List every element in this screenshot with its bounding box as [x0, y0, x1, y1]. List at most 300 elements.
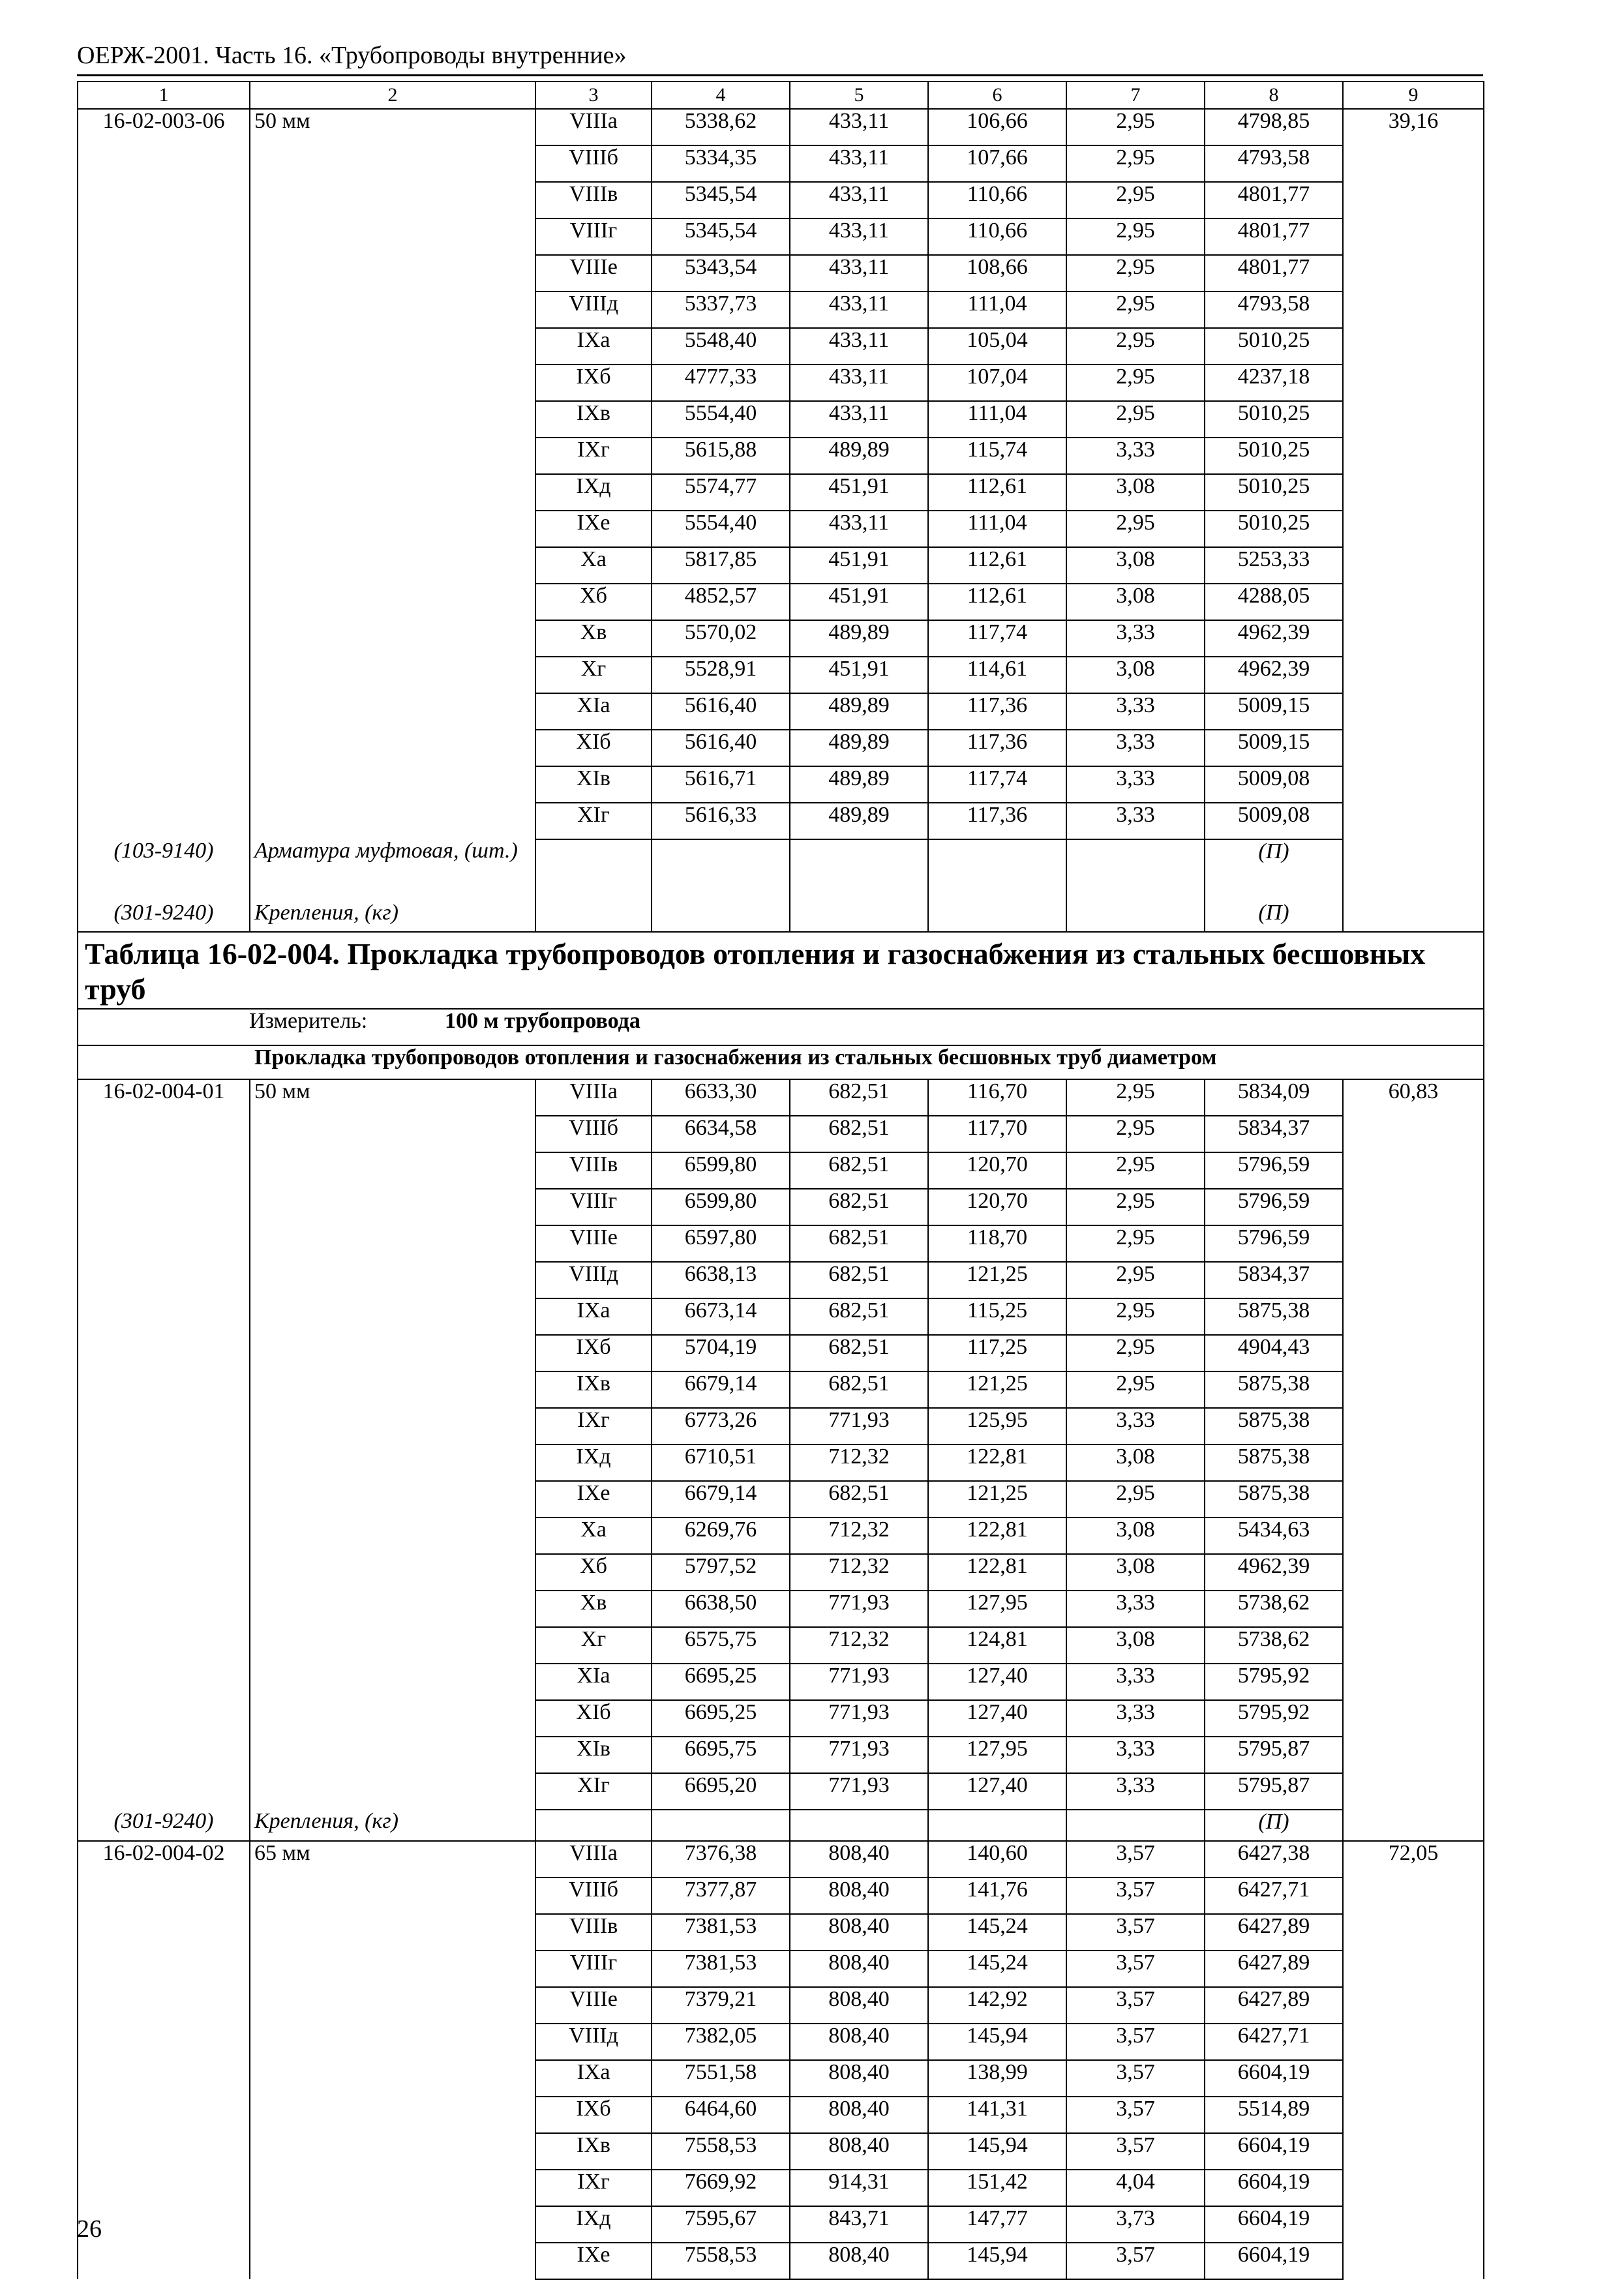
zone-cell: VIIIг: [535, 1189, 652, 1225]
value-cell: 3,57: [1066, 2133, 1205, 2170]
value-cell: 808,40: [790, 2060, 928, 2097]
value-cell: 3,57: [1066, 1914, 1205, 1951]
value-cell: 5010,25: [1205, 474, 1343, 511]
value-cell: 2,95: [1066, 292, 1205, 328]
value-cell: 5345,54: [652, 218, 790, 255]
rate-code-cell: 16-02-003-06: [78, 109, 250, 839]
value-cell: 2,95: [1066, 1189, 1205, 1225]
empty-cell: [535, 839, 652, 901]
resource-code-cell: (301-9240): [78, 1810, 250, 1841]
empty-cell: [652, 839, 790, 901]
value-cell: 5434,63: [1205, 1518, 1343, 1554]
value-cell: 6604,19: [1205, 2133, 1343, 2170]
value-cell: 3,73: [1066, 2206, 1205, 2243]
value-cell: 489,89: [790, 766, 928, 803]
value-cell: 3,33: [1066, 803, 1205, 839]
empty-cell: [652, 1810, 790, 1841]
value-cell: 106,66: [928, 109, 1066, 145]
zone-cell: VIIIе: [535, 1225, 652, 1262]
rate-code-cell: 16-02-004-01: [78, 1079, 250, 1810]
meter-row: [78, 1009, 1484, 1045]
value-cell: 843,71: [790, 2206, 928, 2243]
value-cell: 433,11: [790, 145, 928, 182]
value-cell: 3,33: [1066, 620, 1205, 657]
value-cell: 5795,87: [1205, 1773, 1343, 1810]
value-cell: 682,51: [790, 1481, 928, 1518]
value-cell: 808,40: [790, 1878, 928, 1914]
value-cell: 6597,80: [652, 1225, 790, 1262]
zone-cell: Xа: [535, 1518, 652, 1554]
value-cell: 114,61: [928, 657, 1066, 693]
value-cell: 3,33: [1066, 1737, 1205, 1773]
value-cell: 5343,54: [652, 255, 790, 292]
zone-cell: XIб: [535, 1700, 652, 1737]
value-cell: 147,77: [928, 2206, 1066, 2243]
value-cell: 107,66: [928, 145, 1066, 182]
zone-cell: IXд: [535, 2206, 652, 2243]
value-cell: 145,94: [928, 2133, 1066, 2170]
diameter-cell: 50 мм: [250, 1079, 535, 1810]
value-cell: 117,36: [928, 730, 1066, 766]
value-cell: 2,95: [1066, 365, 1205, 401]
value-cell: 120,70: [928, 1152, 1066, 1189]
zone-cell: VIIIб: [535, 145, 652, 182]
value-cell: 771,93: [790, 1408, 928, 1444]
zone-cell: VIIIг: [535, 218, 652, 255]
value-cell: 140,60: [928, 1841, 1066, 1878]
value-cell: 145,94: [928, 2243, 1066, 2279]
value-cell: 2,95: [1066, 511, 1205, 547]
value-cell: 5514,89: [1205, 2097, 1343, 2133]
zone-cell: VIIIа: [535, 1079, 652, 1116]
zone-cell: XIа: [535, 1664, 652, 1700]
resource-unit-cell: (П): [1205, 839, 1343, 901]
zone-cell: IXа: [535, 2060, 652, 2097]
resource-name-cell: Крепления, (кг): [250, 901, 535, 932]
value-cell: 138,99: [928, 2060, 1066, 2097]
table-row: [78, 1841, 1484, 1878]
value-cell: 5010,25: [1205, 438, 1343, 474]
value-cell: 5009,08: [1205, 803, 1343, 839]
value-cell: 117,70: [928, 1116, 1066, 1152]
value-cell: 682,51: [790, 1335, 928, 1371]
value-cell: 6673,14: [652, 1298, 790, 1335]
column-number-cell: 2: [250, 82, 535, 109]
value-cell: 117,25: [928, 1335, 1066, 1371]
value-cell: 120,70: [928, 1189, 1066, 1225]
value-cell: 6604,19: [1205, 2170, 1343, 2206]
value-cell: 712,32: [790, 1518, 928, 1554]
value-cell: 3,08: [1066, 1518, 1205, 1554]
value-cell: 7595,67: [652, 2206, 790, 2243]
zone-cell: VIIIг: [535, 1951, 652, 1987]
zone-cell: VIIIд: [535, 2024, 652, 2060]
zone-cell: Xг: [535, 657, 652, 693]
resource-unit-cell: (П): [1205, 1810, 1343, 1841]
empty-cell: [1066, 839, 1205, 901]
value-cell: 5875,38: [1205, 1481, 1343, 1518]
value-cell: 5334,35: [652, 145, 790, 182]
value-cell: 122,81: [928, 1444, 1066, 1481]
value-cell: 6427,71: [1205, 2024, 1343, 2060]
zone-cell: IXв: [535, 2133, 652, 2170]
page-number: 26: [77, 2215, 102, 2243]
value-cell: 6634,58: [652, 1116, 790, 1152]
value-cell: 433,11: [790, 365, 928, 401]
col9-value-cell: 39,16: [1343, 109, 1484, 932]
value-cell: 5338,62: [652, 109, 790, 145]
value-cell: 3,57: [1066, 2097, 1205, 2133]
column-number-row: [78, 82, 1484, 109]
value-cell: 2,95: [1066, 401, 1205, 438]
value-cell: 2,95: [1066, 1079, 1205, 1116]
zone-cell: Xб: [535, 584, 652, 620]
resource-unit-cell: (П): [1205, 901, 1343, 932]
column-number-cell: 4: [652, 82, 790, 109]
value-cell: 6679,14: [652, 1481, 790, 1518]
zone-cell: IXг: [535, 438, 652, 474]
value-cell: 5834,37: [1205, 1262, 1343, 1298]
value-cell: 4777,33: [652, 365, 790, 401]
value-cell: 771,93: [790, 1591, 928, 1627]
value-cell: 2,95: [1066, 218, 1205, 255]
value-cell: 3,57: [1066, 2243, 1205, 2279]
empty-cell: [652, 901, 790, 932]
value-cell: 712,32: [790, 1627, 928, 1664]
value-cell: 3,08: [1066, 547, 1205, 584]
resource-row: [78, 1810, 1484, 1841]
value-cell: 6604,19: [1205, 2243, 1343, 2279]
value-cell: 489,89: [790, 803, 928, 839]
value-cell: 5738,62: [1205, 1627, 1343, 1664]
value-cell: 433,11: [790, 401, 928, 438]
value-cell: 125,95: [928, 1408, 1066, 1444]
value-cell: 5010,25: [1205, 401, 1343, 438]
page-header-title: ОЕРЖ-2001. Часть 16. «Трубопроводы внутренние»: [77, 42, 627, 69]
value-cell: 2,95: [1066, 1335, 1205, 1371]
value-cell: 5548,40: [652, 328, 790, 365]
value-cell: 7551,58: [652, 2060, 790, 2097]
value-cell: 5817,85: [652, 547, 790, 584]
value-cell: 451,91: [790, 474, 928, 511]
zone-cell: VIIIв: [535, 1152, 652, 1189]
value-cell: 4237,18: [1205, 365, 1343, 401]
value-cell: 771,93: [790, 1773, 928, 1810]
value-cell: 433,11: [790, 109, 928, 145]
value-cell: 433,11: [790, 255, 928, 292]
value-cell: 3,33: [1066, 1773, 1205, 1810]
value-cell: 5574,77: [652, 474, 790, 511]
value-cell: 2,95: [1066, 182, 1205, 218]
empty-cell: [535, 1810, 652, 1841]
value-cell: 117,74: [928, 766, 1066, 803]
zone-cell: IXб: [535, 365, 652, 401]
zone-cell: IXа: [535, 328, 652, 365]
diameter-cell: 65 мм: [250, 1841, 535, 2279]
zone-cell: XIв: [535, 766, 652, 803]
value-cell: 3,57: [1066, 1987, 1205, 2024]
value-cell: 5875,38: [1205, 1371, 1343, 1408]
value-cell: 4793,58: [1205, 292, 1343, 328]
value-cell: 6427,89: [1205, 1951, 1343, 1987]
value-cell: 6427,89: [1205, 1987, 1343, 2024]
value-cell: 108,66: [928, 255, 1066, 292]
value-cell: 682,51: [790, 1262, 928, 1298]
value-cell: 771,93: [790, 1664, 928, 1700]
value-cell: 5834,09: [1205, 1079, 1343, 1116]
zone-cell: VIIIд: [535, 1262, 652, 1298]
value-cell: 2,95: [1066, 145, 1205, 182]
zone-cell: IXа: [535, 1298, 652, 1335]
value-cell: 116,70: [928, 1079, 1066, 1116]
value-cell: 4962,39: [1205, 1554, 1343, 1591]
value-cell: 111,04: [928, 511, 1066, 547]
value-cell: 5009,15: [1205, 693, 1343, 730]
value-cell: 3,33: [1066, 730, 1205, 766]
zone-cell: Xа: [535, 547, 652, 584]
value-cell: 112,61: [928, 584, 1066, 620]
value-cell: 142,92: [928, 1987, 1066, 2024]
value-cell: 7382,05: [652, 2024, 790, 2060]
value-cell: 3,08: [1066, 474, 1205, 511]
zone-cell: IXв: [535, 1371, 652, 1408]
value-cell: 3,33: [1066, 766, 1205, 803]
value-cell: 712,32: [790, 1444, 928, 1481]
zone-cell: VIIIа: [535, 1841, 652, 1878]
value-cell: 7381,53: [652, 1951, 790, 1987]
col9-value-cell: 72,05: [1343, 1841, 1484, 2279]
value-cell: 6599,80: [652, 1189, 790, 1225]
zone-cell: IXб: [535, 2097, 652, 2133]
value-cell: 6695,75: [652, 1737, 790, 1773]
zone-cell: VIIIе: [535, 1987, 652, 2024]
value-cell: 145,24: [928, 1951, 1066, 1987]
column-number-cell: 5: [790, 82, 928, 109]
value-cell: 6695,25: [652, 1700, 790, 1737]
value-cell: 5337,73: [652, 292, 790, 328]
value-cell: 5738,62: [1205, 1591, 1343, 1627]
value-cell: 115,74: [928, 438, 1066, 474]
value-cell: 117,74: [928, 620, 1066, 657]
value-cell: 110,66: [928, 182, 1066, 218]
value-cell: 451,91: [790, 584, 928, 620]
value-cell: 4798,85: [1205, 109, 1343, 145]
empty-cell: [928, 1810, 1066, 1841]
value-cell: 5834,37: [1205, 1116, 1343, 1152]
value-cell: 682,51: [790, 1371, 928, 1408]
meter-label: Измеритель:: [249, 1009, 368, 1033]
value-cell: 433,11: [790, 511, 928, 547]
value-cell: 5795,87: [1205, 1737, 1343, 1773]
column-number-cell: 9: [1343, 82, 1484, 109]
table-title: Таблица 16-02-004. Прокладка трубопроводов отопления и газоснабжения из стальных бесшовных труб: [78, 932, 1484, 1009]
value-cell: 7377,87: [652, 1878, 790, 1914]
zone-cell: XIа: [535, 693, 652, 730]
value-cell: 808,40: [790, 2024, 928, 2060]
value-cell: 2,95: [1066, 1225, 1205, 1262]
value-cell: 3,57: [1066, 2060, 1205, 2097]
rates-table: [77, 81, 1484, 2280]
resource-name-cell: Арматура муфтовая, (шт.): [250, 839, 535, 901]
value-cell: 6604,19: [1205, 2206, 1343, 2243]
zone-cell: Xг: [535, 1627, 652, 1664]
zone-cell: IXд: [535, 474, 652, 511]
empty-cell: [928, 901, 1066, 932]
zone-cell: Xб: [535, 1554, 652, 1591]
header-divider: [77, 74, 1483, 76]
value-cell: 4904,43: [1205, 1335, 1343, 1371]
value-cell: 4288,05: [1205, 584, 1343, 620]
zone-cell: XIв: [535, 1737, 652, 1773]
value-cell: 6695,20: [652, 1773, 790, 1810]
value-cell: 5345,54: [652, 182, 790, 218]
value-cell: 808,40: [790, 1951, 928, 1987]
zone-cell: IXг: [535, 2170, 652, 2206]
column-number-cell: 3: [535, 82, 652, 109]
value-cell: 5797,52: [652, 1554, 790, 1591]
value-cell: 682,51: [790, 1152, 928, 1189]
value-cell: 4852,57: [652, 584, 790, 620]
value-cell: 115,25: [928, 1298, 1066, 1335]
value-cell: 451,91: [790, 547, 928, 584]
value-cell: 6599,80: [652, 1152, 790, 1189]
value-cell: 433,11: [790, 292, 928, 328]
meter-value: 100 м трубопровода: [445, 1009, 640, 1033]
value-cell: 5875,38: [1205, 1408, 1343, 1444]
value-cell: 5796,59: [1205, 1225, 1343, 1262]
value-cell: 141,76: [928, 1878, 1066, 1914]
value-cell: 7669,92: [652, 2170, 790, 2206]
value-cell: 3,57: [1066, 1878, 1205, 1914]
value-cell: 5796,59: [1205, 1152, 1343, 1189]
value-cell: 5795,92: [1205, 1664, 1343, 1700]
value-cell: 5616,71: [652, 766, 790, 803]
empty-cell: [1066, 901, 1205, 932]
value-cell: 3,08: [1066, 1444, 1205, 1481]
value-cell: 5616,40: [652, 730, 790, 766]
value-cell: 112,61: [928, 547, 1066, 584]
value-cell: 127,95: [928, 1737, 1066, 1773]
value-cell: 682,51: [790, 1079, 928, 1116]
value-cell: 3,33: [1066, 1700, 1205, 1737]
value-cell: 451,91: [790, 657, 928, 693]
section-caption: Прокладка трубопроводов отопления и газоснабжения из стальных бесшовных труб диаметром: [78, 1045, 1484, 1079]
value-cell: 112,61: [928, 474, 1066, 511]
empty-cell: [790, 901, 928, 932]
value-cell: 7558,53: [652, 2133, 790, 2170]
value-cell: 6679,14: [652, 1371, 790, 1408]
zone-cell: IXд: [535, 1444, 652, 1481]
value-cell: 4962,39: [1205, 620, 1343, 657]
value-cell: 2,95: [1066, 1371, 1205, 1408]
value-cell: 4801,77: [1205, 218, 1343, 255]
value-cell: 5796,59: [1205, 1189, 1343, 1225]
diameter-cell: 50 мм: [250, 109, 535, 839]
value-cell: 6427,38: [1205, 1841, 1343, 1878]
value-cell: 433,11: [790, 182, 928, 218]
table-title-row: [78, 932, 1484, 1009]
value-cell: 3,57: [1066, 2024, 1205, 2060]
value-cell: 5528,91: [652, 657, 790, 693]
value-cell: 3,57: [1066, 1841, 1205, 1878]
value-cell: 2,95: [1066, 1481, 1205, 1518]
resource-code-cell: (301-9240): [78, 901, 250, 932]
value-cell: 682,51: [790, 1189, 928, 1225]
value-cell: 5875,38: [1205, 1444, 1343, 1481]
value-cell: 6710,51: [652, 1444, 790, 1481]
value-cell: 127,95: [928, 1591, 1066, 1627]
value-cell: 107,04: [928, 365, 1066, 401]
value-cell: 914,31: [790, 2170, 928, 2206]
value-cell: 4793,58: [1205, 145, 1343, 182]
value-cell: 6464,60: [652, 2097, 790, 2133]
value-cell: 6604,19: [1205, 2060, 1343, 2097]
value-cell: 433,11: [790, 218, 928, 255]
zone-cell: IXв: [535, 401, 652, 438]
zone-cell: IXе: [535, 1481, 652, 1518]
value-cell: 5554,40: [652, 401, 790, 438]
value-cell: 111,04: [928, 401, 1066, 438]
value-cell: 122,81: [928, 1554, 1066, 1591]
empty-cell: [790, 839, 928, 901]
value-cell: 5010,25: [1205, 511, 1343, 547]
value-cell: 2,95: [1066, 1262, 1205, 1298]
value-cell: 3,33: [1066, 438, 1205, 474]
value-cell: 6773,26: [652, 1408, 790, 1444]
value-cell: 808,40: [790, 2097, 928, 2133]
value-cell: 6633,30: [652, 1079, 790, 1116]
value-cell: 489,89: [790, 730, 928, 766]
zone-cell: VIIIв: [535, 1914, 652, 1951]
table-row: [78, 1079, 1484, 1116]
zone-cell: VIIIд: [535, 292, 652, 328]
value-cell: 3,33: [1066, 1408, 1205, 1444]
value-cell: 145,24: [928, 1914, 1066, 1951]
zone-cell: VIIIе: [535, 255, 652, 292]
zone-cell: Xв: [535, 1591, 652, 1627]
value-cell: 121,25: [928, 1481, 1066, 1518]
value-cell: 145,94: [928, 2024, 1066, 2060]
value-cell: 489,89: [790, 620, 928, 657]
value-cell: 2,95: [1066, 328, 1205, 365]
value-cell: 682,51: [790, 1116, 928, 1152]
empty-cell: [790, 1810, 928, 1841]
value-cell: 433,11: [790, 328, 928, 365]
resource-row: [78, 839, 1484, 901]
value-cell: 5615,88: [652, 438, 790, 474]
rate-code-cell: 16-02-004-02: [78, 1841, 250, 2279]
value-cell: 489,89: [790, 438, 928, 474]
value-cell: 5616,33: [652, 803, 790, 839]
section-caption-row: [78, 1045, 1484, 1079]
value-cell: 124,81: [928, 1627, 1066, 1664]
zone-cell: VIIIв: [535, 182, 652, 218]
value-cell: 3,08: [1066, 1554, 1205, 1591]
value-cell: 2,95: [1066, 109, 1205, 145]
value-cell: 771,93: [790, 1700, 928, 1737]
value-cell: 3,08: [1066, 584, 1205, 620]
value-cell: 4801,77: [1205, 255, 1343, 292]
value-cell: 3,57: [1066, 1951, 1205, 1987]
value-cell: 5875,38: [1205, 1298, 1343, 1335]
value-cell: 808,40: [790, 2133, 928, 2170]
empty-cell: [535, 901, 652, 932]
value-cell: 2,95: [1066, 1116, 1205, 1152]
value-cell: 127,40: [928, 1664, 1066, 1700]
value-cell: 5010,25: [1205, 328, 1343, 365]
value-cell: 5253,33: [1205, 547, 1343, 584]
empty-cell: [928, 839, 1066, 901]
